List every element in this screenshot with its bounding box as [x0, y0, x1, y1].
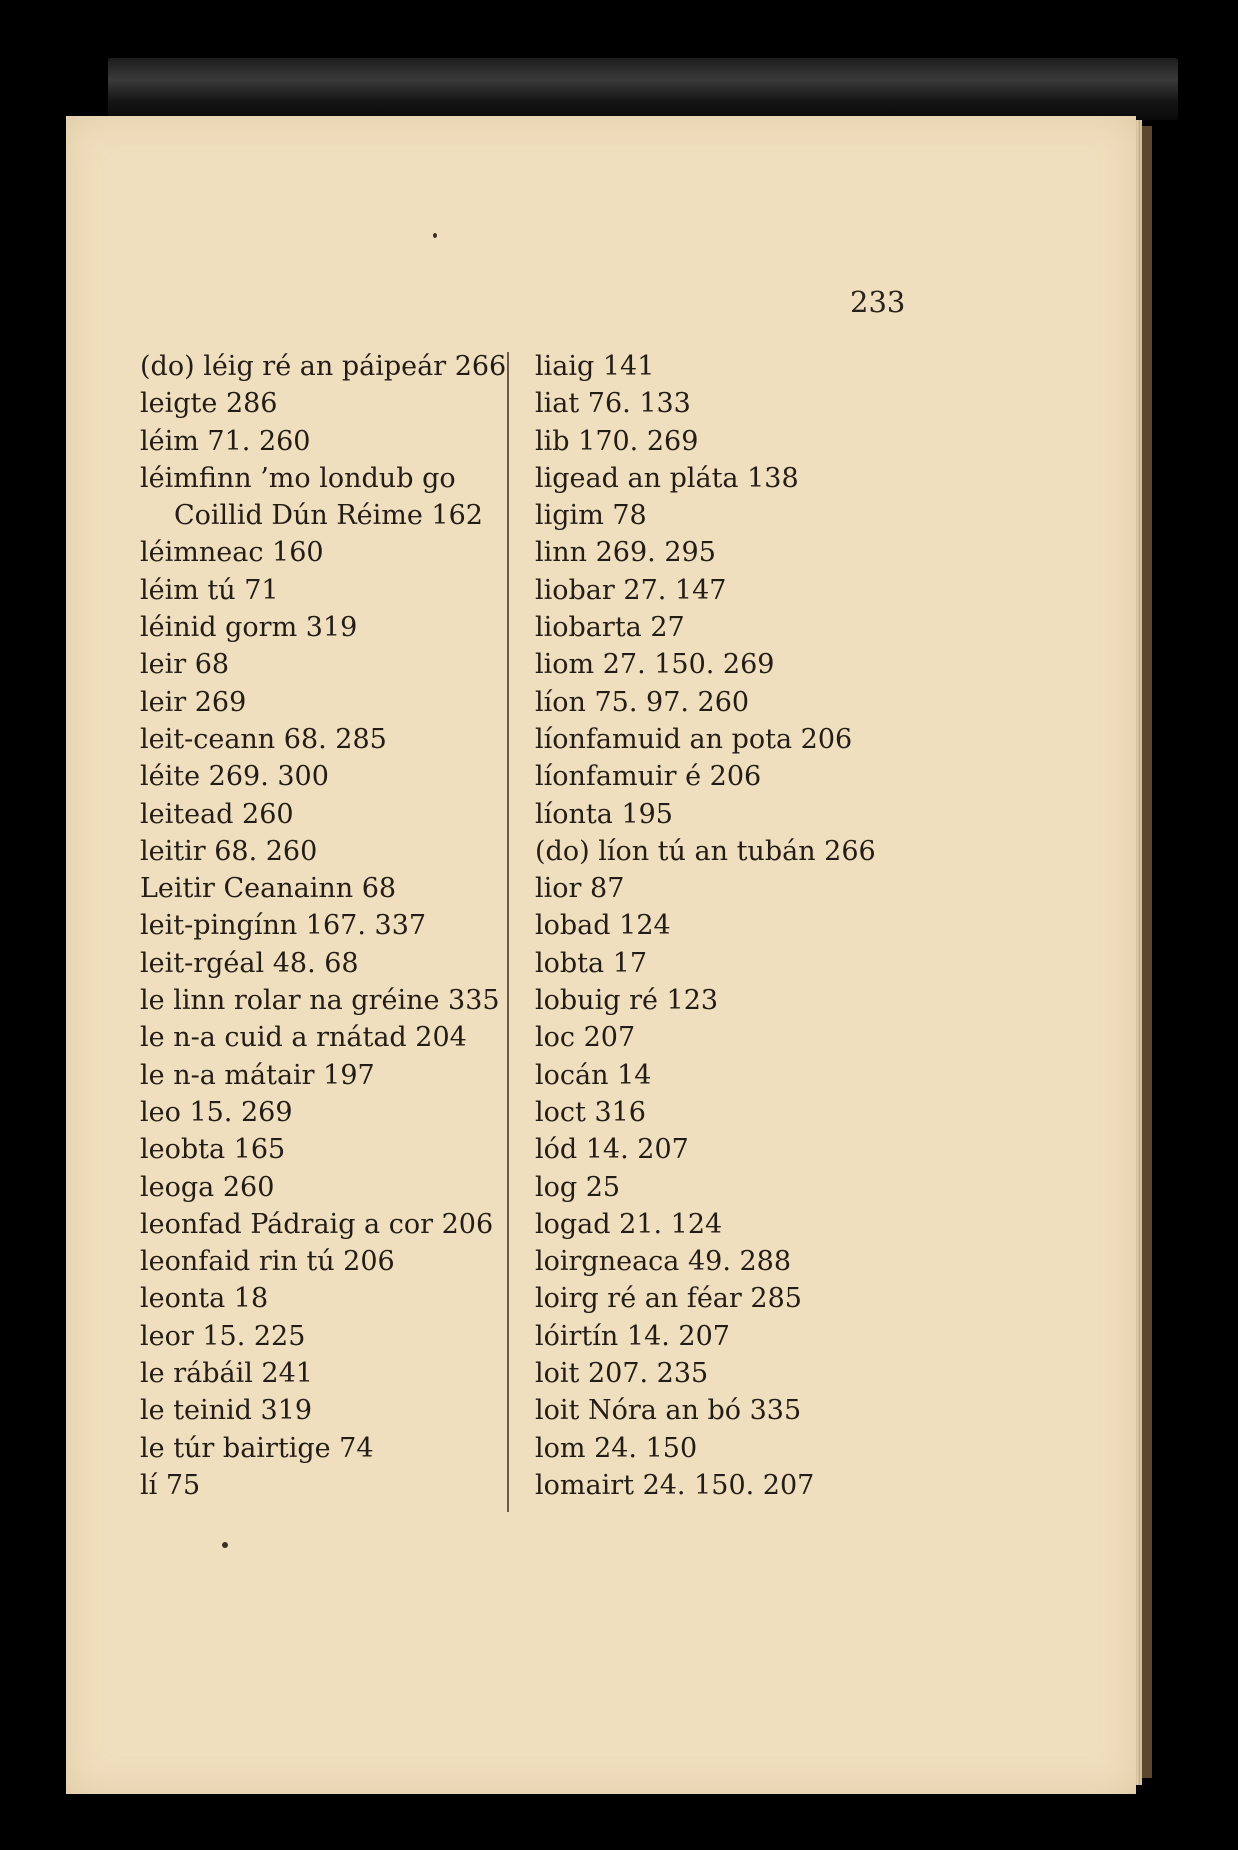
index-entry: linn 269. 295 — [535, 537, 716, 569]
index-entry: léimfinn ’mo londub go — [140, 462, 456, 494]
index-entry: léinid gorm 319 — [140, 612, 358, 644]
index-entry: lib 170. 269 — [535, 425, 699, 457]
page-number: 233 — [850, 285, 906, 319]
index-entry: loc 207 — [535, 1022, 636, 1054]
index-entry: Leitir Ceanainn 68 — [140, 873, 397, 905]
index-entry: leir 269 — [140, 686, 247, 718]
index-entry: (do) léig ré an páipeár 266 — [140, 351, 507, 382]
index-entry: loirg ré an féar 285 — [535, 1283, 802, 1315]
index-entry: lobuig ré 123 — [535, 985, 719, 1017]
index-entry: léim tú 71 — [140, 574, 279, 606]
index-entry: líonfamuir é 206 — [535, 761, 762, 793]
index-entry: Coillid Dún Réime 162 — [174, 500, 483, 532]
index-entry: líonta 195 — [535, 798, 673, 830]
index-entry: lód 14. 207 — [535, 1134, 689, 1166]
index-entry: loit 207. 235 — [535, 1358, 709, 1390]
index-entry: lóirtín 14. 207 — [535, 1320, 730, 1352]
index-entry: (do) líon tú an tubán 266 — [535, 835, 876, 867]
index-entry: lior 87 — [535, 873, 625, 905]
index-entry: lom 24. 150 — [535, 1432, 698, 1464]
index-entry: liobar 27. 147 — [535, 574, 727, 606]
index-entry: ligim 78 — [535, 500, 647, 532]
index-entry: lí 75 — [140, 1469, 201, 1501]
index-entry: leo 15. 269 — [140, 1096, 293, 1128]
index-entry: léim 71. 260 — [140, 425, 311, 457]
index-entry: leoga 260 — [140, 1171, 275, 1203]
index-entry: logad 21. 124 — [535, 1208, 723, 1240]
index-entry: liobarta 27 — [535, 612, 685, 644]
index-entry: le teinid 319 — [140, 1395, 313, 1427]
index-column-right — [535, 348, 965, 1504]
index-entry: locán 14 — [535, 1059, 652, 1091]
index-entry: leonta 18 — [140, 1283, 269, 1315]
index-entry: loct 316 — [535, 1096, 646, 1128]
index-entry: loirgneaca 49. 288 — [535, 1246, 792, 1278]
index-entry: leonfaid rin tú 206 — [140, 1246, 395, 1278]
stray-mark — [222, 1542, 228, 1548]
index-entry: log 25 — [535, 1171, 621, 1203]
index-entry: léimneac 160 — [140, 537, 324, 569]
stray-mark — [433, 233, 437, 238]
index-entry: leit-ceann 68. 285 — [140, 723, 387, 755]
index-column-left — [140, 348, 560, 1504]
index-entry: leigte 286 — [140, 388, 278, 420]
index-entry: ligead an pláta 138 — [535, 462, 799, 494]
index-entry: le túr bairtige 74 — [140, 1432, 374, 1464]
index-entry: léite 269. 300 — [140, 761, 329, 793]
index-entry: lobta 17 — [535, 947, 648, 979]
index-entry: líon 75. 97. 260 — [535, 686, 750, 718]
index-entry: líonfamuid an pota 206 — [535, 723, 853, 755]
plastic-sleeve-edge — [108, 58, 1178, 120]
index-entry: loit Nóra an bó 335 — [535, 1395, 802, 1427]
index-entry: lobad 124 — [535, 910, 671, 942]
index-entry: leit-pingínn 167. 337 — [140, 910, 427, 942]
index-entry: lomairt 24. 150. 207 — [535, 1469, 815, 1501]
index-entry: leor 15. 225 — [140, 1320, 306, 1352]
index-entry: liat 76. 133 — [535, 388, 691, 420]
index-entry: leitir 68. 260 — [140, 835, 318, 867]
index-entry: le linn rolar na gréine 335 — [140, 985, 500, 1017]
index-entry: le rábáil 241 — [140, 1358, 313, 1390]
index-entry: leobta 165 — [140, 1134, 286, 1166]
index-entry: le n-a mátair 197 — [140, 1059, 375, 1091]
index-entry: leit-rgéal 48. 68 — [140, 947, 359, 979]
index-entry: leonfad Pádraig a cor 206 — [140, 1208, 494, 1240]
index-entry: leir 68 — [140, 649, 230, 681]
index-entry: leitead 260 — [140, 798, 294, 830]
index-entry: liom 27. 150. 269 — [535, 649, 775, 681]
index-entry: le n-a cuid a rnátad 204 — [140, 1022, 467, 1054]
index-entry: liaig 141 — [535, 351, 655, 382]
book-cover-edge — [1142, 126, 1152, 1778]
